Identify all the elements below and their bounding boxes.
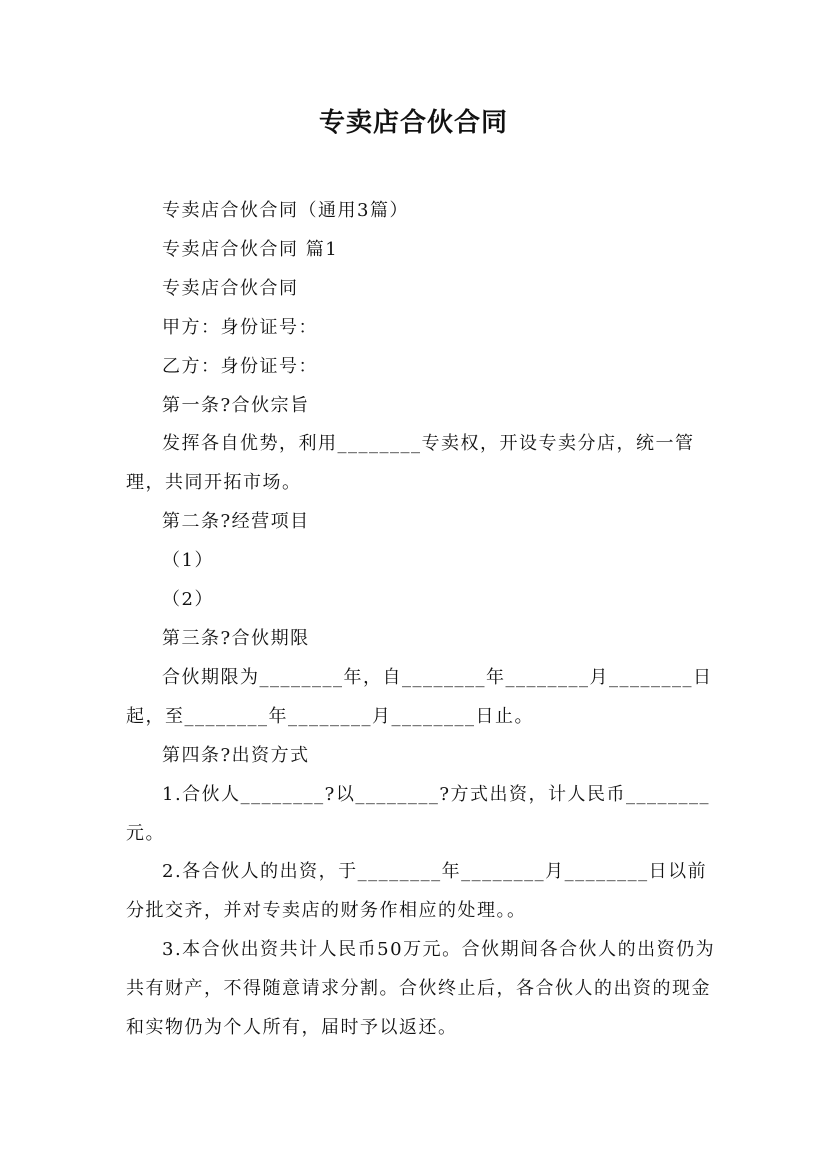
document-title: 专卖店合伙合同: [318, 108, 508, 138]
paragraph-article-number: 专卖店合伙合同 篇1: [162, 238, 339, 260]
paragraph-item-1: （1）: [162, 550, 214, 572]
paragraph-article-4-heading: 第四条?出资方式: [162, 744, 310, 766]
paragraph-item-2: （2）: [162, 589, 214, 611]
paragraph-contract-title: 专卖店合伙合同: [162, 277, 299, 299]
paragraph-article-1-body: 发挥各自优势，利用________专卖权，开设专卖分店，统一管理，共同开拓市场。: [126, 433, 695, 494]
paragraph-heading: 专卖店合伙合同（通用3篇）: [162, 200, 409, 221]
paragraph-article-4-clause-3: 3.本合伙出资共计人民币50万元。合伙期间各合伙人的出资仍为共有财产，不得随意请求分割。合伙终止后，各合伙人的出资的现金和实物仍为个人所有，届时予以返还。: [126, 939, 716, 1039]
paragraph-article-4-clause-1: 1.合伙人________?以________?方式出资，计人民币________元。: [126, 783, 710, 844]
paragraph-article-2-heading: 第二条?经营项目: [162, 511, 310, 533]
paragraph-article-3-heading: 第三条?合伙期限: [162, 627, 310, 649]
paragraph-party-b: 乙方：身份证号：: [162, 355, 318, 377]
paragraph-article-3-body: 合伙期限为________年，自________年________月________日起，至________年________月________日止。: [126, 666, 713, 727]
paragraph-party-a: 甲方：身份证号：: [162, 316, 318, 338]
paragraph-article-4-clause-2: 2.各合伙人的出资，于________年________月________日以前分批交齐，并对专卖店的财务作相应的处理。。: [126, 861, 708, 922]
paragraph-article-1-heading: 第一条?合伙宗旨: [162, 394, 310, 416]
document-body: [126, 192, 716, 1048]
